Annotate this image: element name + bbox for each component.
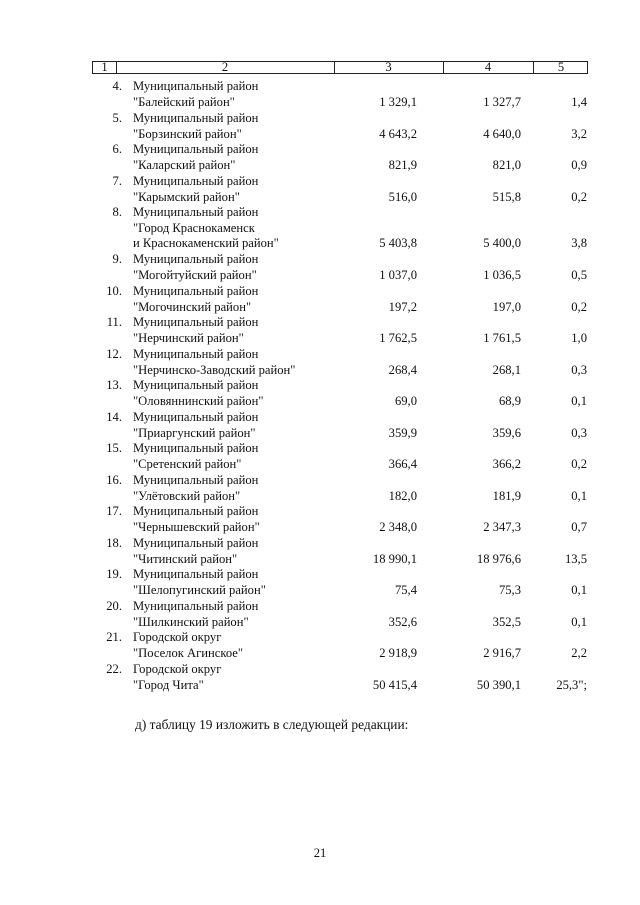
row-name-line: Муниципальный район bbox=[133, 346, 259, 361]
row-value-col4: 197,0 bbox=[492, 299, 521, 314]
row-value-col5: 0,1 bbox=[571, 583, 587, 597]
table-row bbox=[0, 488, 640, 534]
row-value-col3: 2 918,9 bbox=[379, 646, 417, 660]
row-value-col4: 515,8 bbox=[492, 189, 521, 204]
row-number: 9. bbox=[112, 252, 122, 266]
row-number: 15. bbox=[106, 441, 122, 455]
row-value-col3: 1 329,1 bbox=[379, 95, 417, 109]
row-number: 10. bbox=[106, 283, 122, 298]
row-value-col5: 0,5 bbox=[571, 268, 587, 282]
table-row bbox=[0, 268, 640, 314]
header-cell-3: 3 bbox=[385, 60, 392, 74]
row-number: 13. bbox=[106, 378, 122, 392]
row-value-col5: 0,3 bbox=[571, 362, 587, 377]
table-row bbox=[0, 551, 640, 597]
row-number: 7. bbox=[112, 173, 122, 188]
row-value-col4: 50 390,1 bbox=[476, 677, 521, 692]
row-name-line: "Могочинский район" bbox=[133, 299, 252, 314]
header-cell-2: 2 bbox=[221, 60, 229, 74]
row-value-col4: 75,3 bbox=[498, 583, 521, 597]
table-row bbox=[0, 126, 640, 172]
row-value-col4: 5 400,0 bbox=[483, 236, 521, 250]
row-name-line: "Читинский район" bbox=[133, 551, 238, 566]
row-value-col3: 821,9 bbox=[388, 158, 417, 172]
row-value-col3: 359,9 bbox=[388, 425, 417, 440]
table-row bbox=[0, 236, 640, 282]
row-number: 17. bbox=[106, 504, 122, 518]
row-name-line: Муниципальный район bbox=[133, 504, 259, 518]
row-number: 20. bbox=[106, 598, 122, 613]
row-number: 11. bbox=[106, 315, 122, 329]
row-value-col5: 0,2 bbox=[571, 189, 587, 204]
row-value-col3: 50 415,4 bbox=[372, 677, 417, 692]
row-value-col4: 4 640,0 bbox=[483, 126, 521, 141]
row-name-line: "Могойтуйский район" bbox=[133, 268, 257, 282]
row-name-line: Муниципальный район bbox=[133, 567, 259, 581]
header-cell-4: 4 bbox=[484, 60, 492, 74]
row-name-line: "Каларский район" bbox=[133, 158, 236, 172]
row-value-col4: 1 761,5 bbox=[483, 331, 521, 345]
row-value-col5: 0,2 bbox=[571, 457, 587, 471]
row-value-col5: 2,2 bbox=[571, 646, 587, 660]
row-value-col3: 5 403,8 bbox=[379, 236, 417, 250]
row-value-col5: 3,2 bbox=[571, 126, 587, 141]
row-name-line: Муниципальный район bbox=[133, 173, 259, 188]
row-name-line: "Город Краснокаменск bbox=[133, 221, 255, 235]
row-value-col4: 268,1 bbox=[492, 362, 521, 377]
row-number: 18. bbox=[106, 535, 122, 550]
row-value-col3: 268,4 bbox=[388, 362, 417, 377]
table-row bbox=[0, 614, 640, 660]
row-number: 12. bbox=[106, 346, 122, 361]
row-name-line: Муниципальный район bbox=[133, 283, 259, 298]
row-value-col3: 18 990,1 bbox=[372, 551, 417, 566]
row-name-line: Муниципальный район bbox=[133, 409, 259, 424]
row-number: 8. bbox=[112, 205, 122, 219]
table-row bbox=[0, 646, 640, 692]
instruction-text: д) таблицу 19 изложить в следующей редакции: bbox=[135, 717, 409, 732]
table-row bbox=[0, 457, 640, 503]
row-value-col3: 366,4 bbox=[388, 457, 417, 471]
row-name-line: "Карымский район" bbox=[133, 189, 240, 204]
header-cell-1: 1 bbox=[101, 60, 108, 74]
row-name-line: "Шелопугинский район" bbox=[133, 583, 266, 597]
row-value-col5: 0,9 bbox=[571, 158, 587, 172]
row-name-line: "Улётовский район" bbox=[133, 488, 241, 503]
row-value-col5: 0,1 bbox=[571, 394, 587, 408]
table-row bbox=[0, 331, 640, 377]
row-value-col5: 0,3 bbox=[571, 425, 587, 440]
row-value-col4: 366,2 bbox=[492, 457, 521, 471]
row-value-col5: 25,3"; bbox=[556, 677, 587, 692]
row-value-col5: 1,0 bbox=[571, 331, 587, 345]
table-row bbox=[0, 362, 640, 408]
row-value-col3: 182,0 bbox=[388, 488, 417, 503]
row-value-col3: 516,0 bbox=[388, 189, 417, 204]
row-name-line: "Оловяннинский район" bbox=[133, 394, 264, 408]
row-value-col5: 1,4 bbox=[571, 95, 587, 109]
table-row bbox=[0, 583, 640, 629]
row-number: 6. bbox=[112, 142, 122, 156]
row-value-col3: 2 348,0 bbox=[379, 520, 417, 534]
row-value-col5: 0,1 bbox=[571, 614, 587, 629]
table-row bbox=[0, 189, 640, 250]
row-value-col4: 2 347,3 bbox=[483, 520, 521, 534]
row-name-line: "Нерчинский район" bbox=[133, 331, 244, 345]
row-value-col4: 18 976,6 bbox=[476, 551, 521, 566]
row-value-col4: 68,9 bbox=[498, 394, 521, 408]
page-number: 21 bbox=[313, 846, 327, 860]
row-value-col5: 13,5 bbox=[564, 551, 587, 566]
row-number: 19. bbox=[106, 567, 122, 581]
row-name-line: "Балейский район" bbox=[133, 95, 235, 109]
row-name-line: "Поселок Агинское" bbox=[133, 646, 244, 660]
row-name-line: "Город Чита" bbox=[133, 677, 204, 692]
row-value-col3: 75,4 bbox=[394, 583, 417, 597]
table-row bbox=[0, 520, 640, 566]
row-name-line: Городской округ bbox=[133, 661, 222, 676]
table-row bbox=[0, 158, 640, 204]
row-number: 14. bbox=[106, 409, 122, 424]
row-name-line: Городской округ bbox=[133, 630, 222, 644]
row-name-line: Муниципальный район bbox=[133, 252, 259, 266]
row-name-line: "Чернышевский район" bbox=[133, 520, 260, 534]
row-value-col4: 359,6 bbox=[492, 425, 521, 440]
table-row bbox=[0, 95, 640, 141]
row-value-col3: 197,2 bbox=[388, 299, 417, 314]
row-name-line: "Шилкинский район" bbox=[133, 614, 249, 629]
row-number: 4. bbox=[112, 79, 122, 93]
row-value-col3: 69,0 bbox=[394, 394, 417, 408]
row-name-line: и Краснокаменский район" bbox=[133, 236, 279, 250]
row-name-line: Муниципальный район bbox=[133, 315, 259, 329]
row-name-line: "Борзинский район" bbox=[133, 126, 242, 141]
row-value-col4: 352,5 bbox=[492, 614, 521, 629]
row-name-line: Муниципальный район bbox=[133, 472, 259, 487]
row-name-line: Муниципальный район bbox=[133, 378, 259, 392]
row-value-col4: 181,9 bbox=[492, 488, 521, 503]
table-row bbox=[0, 425, 640, 471]
row-value-col4: 1 036,5 bbox=[483, 268, 521, 282]
row-value-col5: 3,8 bbox=[571, 236, 587, 250]
row-name-line: Муниципальный район bbox=[133, 142, 259, 156]
row-value-col5: 0,2 bbox=[571, 299, 587, 314]
row-value-col4: 1 327,7 bbox=[483, 95, 521, 109]
row-name-line: Муниципальный район bbox=[133, 110, 259, 125]
row-number: 5. bbox=[112, 110, 122, 125]
row-number: 22. bbox=[106, 661, 122, 676]
row-number: 16. bbox=[106, 472, 122, 487]
row-name-line: "Сретенский район" bbox=[133, 457, 242, 471]
row-name-line: "Приаргунский район" bbox=[133, 425, 256, 440]
row-value-col4: 2 916,7 bbox=[483, 646, 521, 660]
header-cell-5: 5 bbox=[557, 60, 565, 74]
table-row bbox=[0, 63, 640, 109]
row-name-line: Муниципальный район bbox=[133, 441, 259, 455]
row-number: 21. bbox=[106, 630, 122, 644]
table-row bbox=[0, 299, 640, 345]
row-value-col3: 1 037,0 bbox=[379, 268, 417, 282]
row-name-line: Муниципальный район bbox=[133, 79, 259, 93]
row-value-col4: 821,0 bbox=[492, 158, 521, 172]
table-row bbox=[0, 394, 640, 440]
row-value-col3: 1 762,5 bbox=[379, 331, 417, 345]
row-name-line: "Нерчинско-Заводский район" bbox=[133, 362, 296, 377]
row-value-col5: 0,7 bbox=[571, 520, 587, 534]
row-name-line: Муниципальный район bbox=[133, 535, 259, 550]
row-name-line: Муниципальный район bbox=[133, 205, 259, 219]
row-value-col3: 4 643,2 bbox=[379, 126, 417, 141]
row-name-line: Муниципальный район bbox=[133, 598, 259, 613]
row-value-col3: 352,6 bbox=[388, 614, 417, 629]
row-value-col5: 0,1 bbox=[571, 488, 587, 503]
